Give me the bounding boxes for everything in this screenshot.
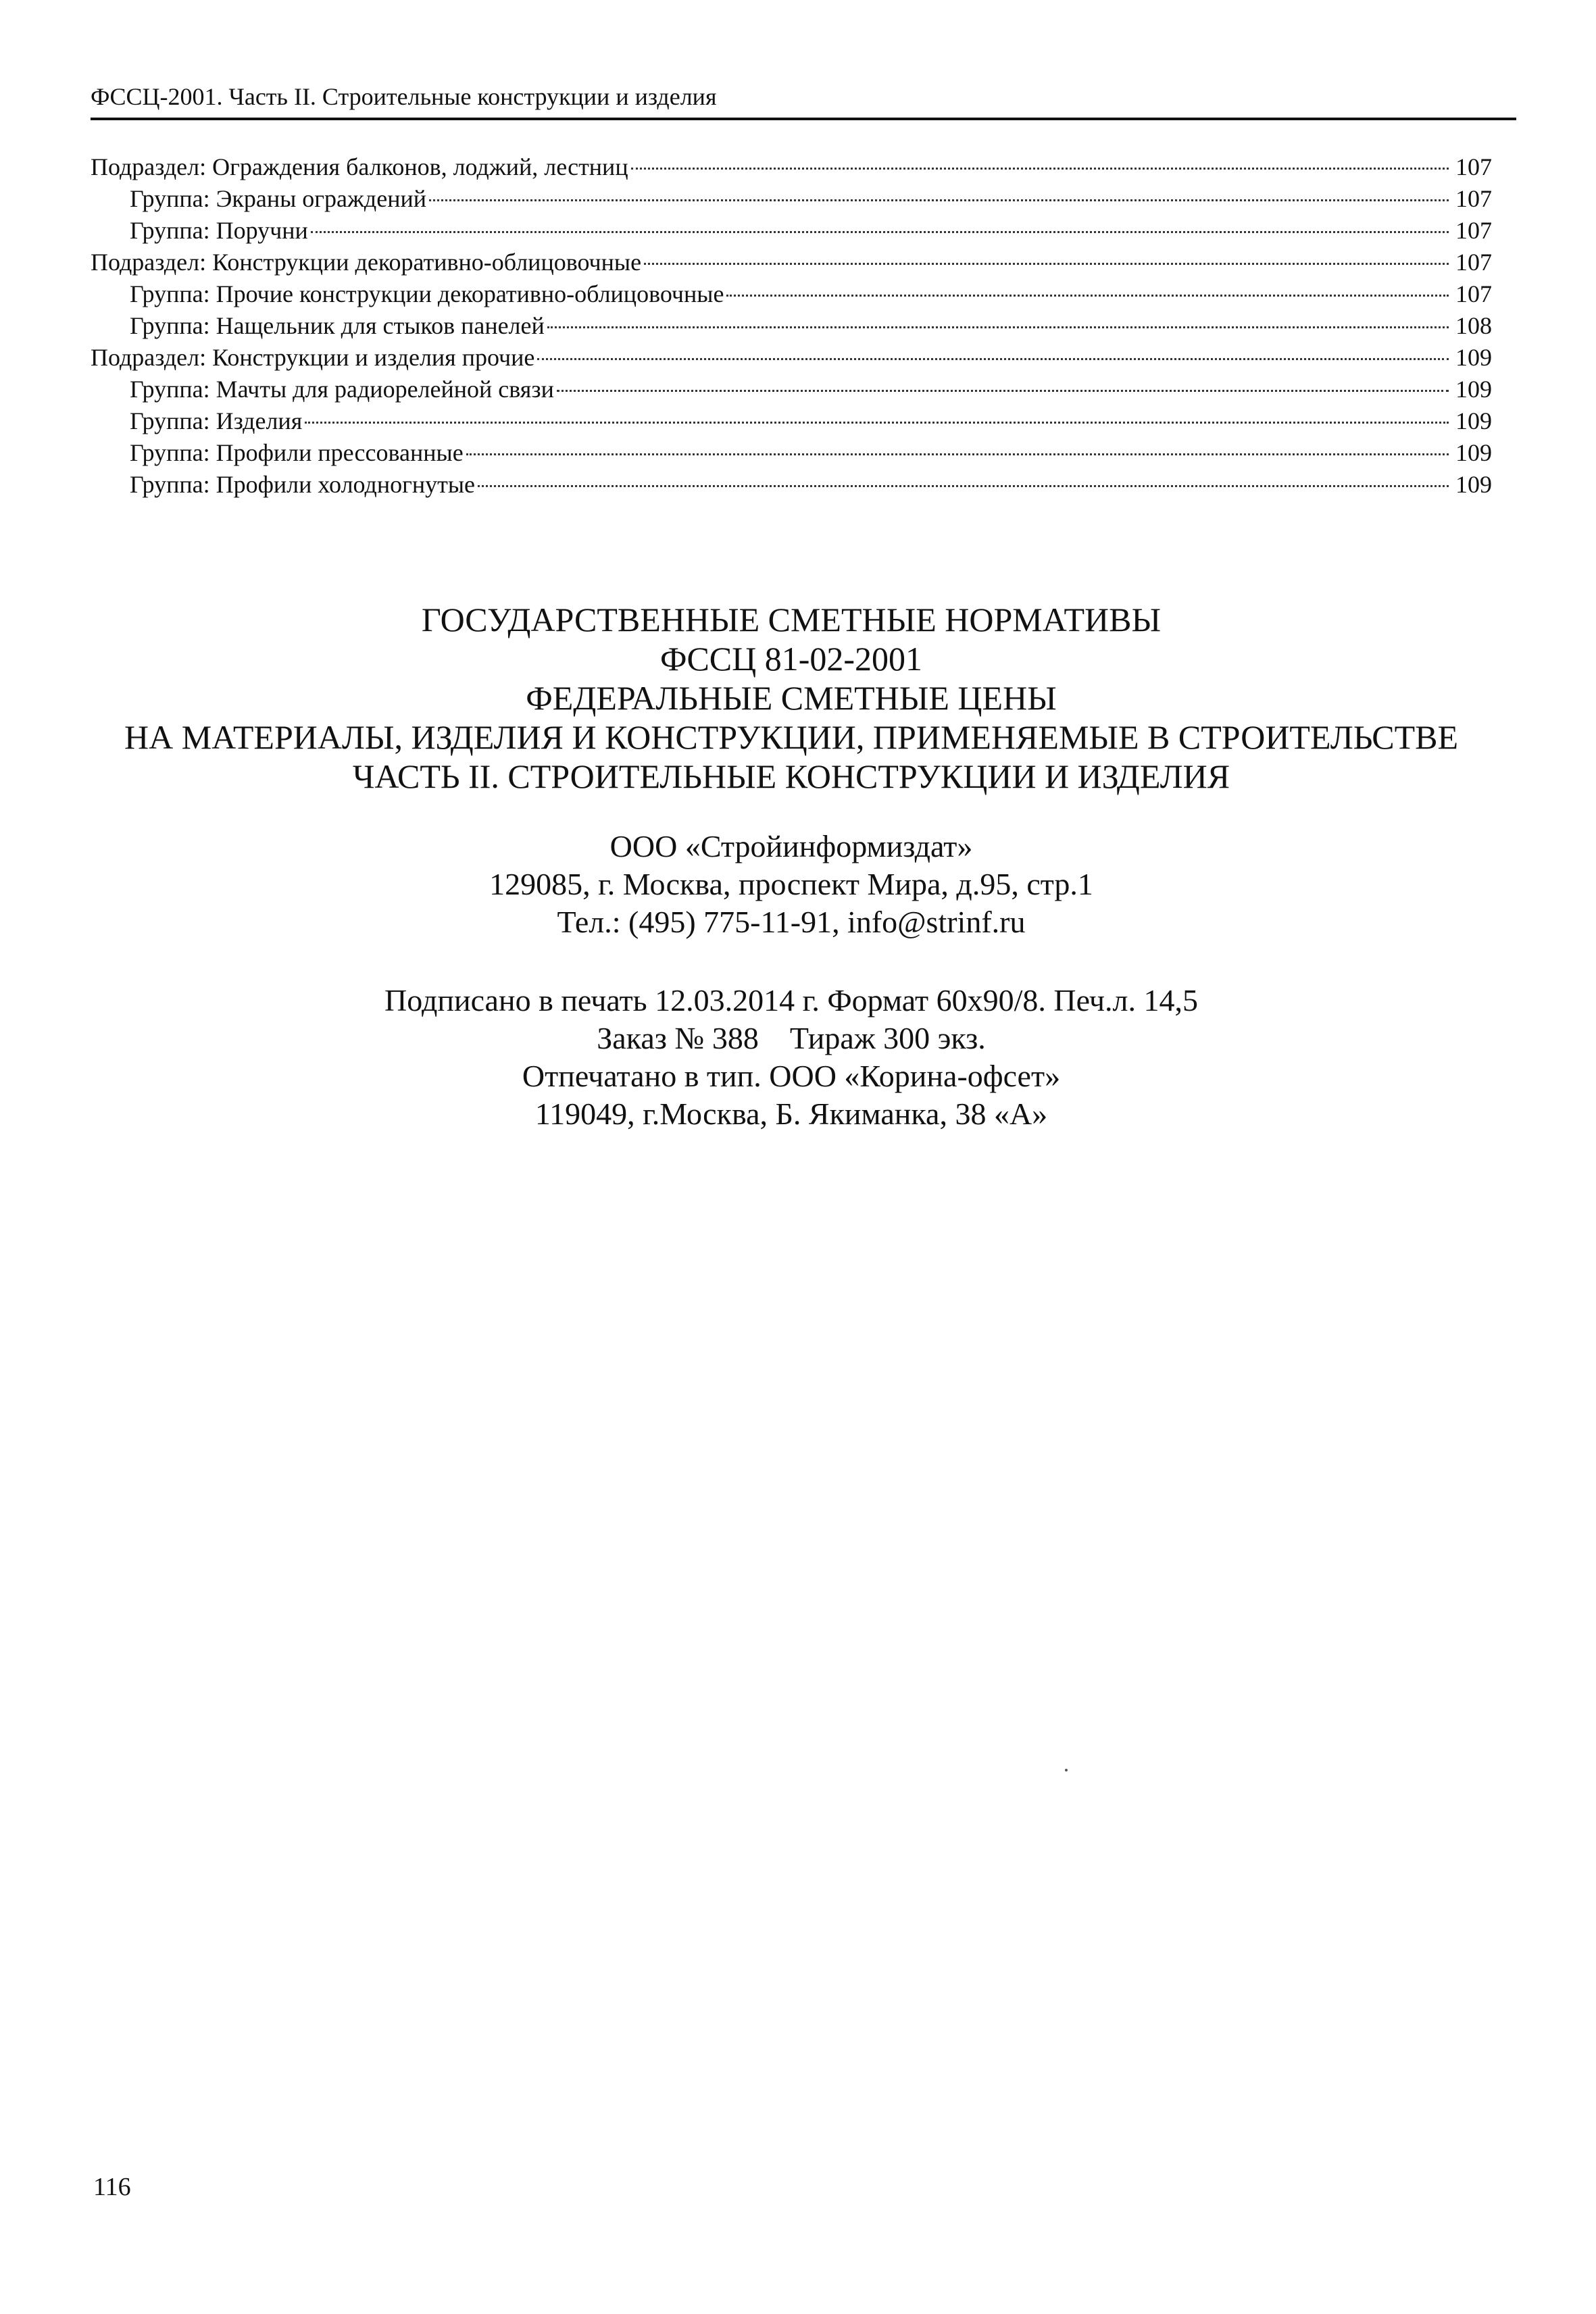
toc-entry-prefix: Подраздел: <box>91 153 207 180</box>
toc-entry-title: Профили прессованные <box>216 439 464 466</box>
toc-entry-prefix: Группа: <box>130 312 210 339</box>
toc-row <box>91 183 1492 215</box>
toc-dot-leader <box>726 295 1449 297</box>
toc-entry-title: Поручни <box>216 217 308 244</box>
toc-row <box>91 247 1492 278</box>
toc-dot-leader <box>305 422 1449 424</box>
toc-entry-page: 109 <box>1455 344 1492 371</box>
toc-dot-leader <box>644 263 1449 265</box>
toc-entry-prefix: Группа: <box>130 185 210 212</box>
toc-entry-label <box>130 183 426 215</box>
toc-entry-page: 109 <box>1455 407 1492 434</box>
toc-dot-leader <box>557 390 1449 392</box>
toc-entry-label <box>130 310 545 342</box>
title-line: ЧАСТЬ II. СТРОИТЕЛЬНЫЕ КОНСТРУКЦИИ И ИЗДЕЛИЯ <box>352 757 1230 795</box>
imprint-printed: Отпечатано в тип. ООО «Корина-офсет» <box>522 1059 1061 1093</box>
imprint-order: Заказ № 388 Тираж 300 экз. <box>597 1021 986 1055</box>
toc-dot-leader <box>537 358 1449 360</box>
toc-entry-prefix: Подраздел: <box>91 344 207 371</box>
title-line: НА МАТЕРИАЛЫ, ИЗДЕЛИЯ И КОНСТРУКЦИИ, ПРИМЕНЯЕМЫЕ В СТРОИТЕЛЬСТВЕ <box>124 718 1459 756</box>
toc-entry-prefix: Группа: <box>130 280 210 307</box>
page-number: 116 <box>93 2173 131 2201</box>
title-line: ГОСУДАРСТВЕННЫЕ СМЕТНЫЕ НОРМАТИВЫ <box>421 601 1162 638</box>
toc-entry-label <box>91 151 628 183</box>
running-header-title: ФССЦ-2001. Часть II. Строительные конструкции и изделия <box>91 83 717 110</box>
toc-entry-page: 109 <box>1455 439 1492 466</box>
toc-entry-title: Конструкции и изделия прочие <box>212 344 535 371</box>
toc-entry-page: 107 <box>1455 280 1492 307</box>
toc-entry-label <box>130 437 464 469</box>
toc-entry-label <box>130 215 308 247</box>
toc-entry-prefix: Группа: <box>130 376 210 403</box>
running-header <box>91 80 1516 120</box>
toc-entry-label <box>91 247 641 278</box>
toc-row <box>91 374 1492 405</box>
toc-entry-title: Мачты для радиорелейной связи <box>216 376 554 403</box>
toc-row <box>91 469 1492 501</box>
toc-entry-prefix: Группа: <box>130 407 210 434</box>
publisher-info <box>91 828 1492 941</box>
document-title-block <box>91 600 1492 796</box>
toc-dot-leader <box>547 326 1449 328</box>
toc-entry-label <box>130 405 302 437</box>
publisher-contacts: Тел.: (495) 775-11-91, info@strinf.ru <box>557 905 1026 939</box>
toc-dot-leader <box>466 453 1449 455</box>
toc-entry-page: 107 <box>1455 217 1492 244</box>
toc-row <box>91 215 1492 247</box>
scan-speck <box>1065 1769 1068 1771</box>
toc-entry-title: Ограждения балконов, лоджий, лестниц <box>212 153 628 180</box>
toc-entry-page: 109 <box>1455 376 1492 403</box>
imprint-signed: Подписано в печать 12.03.2014 г. Формат 60х90/8. Печ.л. 14,5 <box>384 983 1198 1017</box>
publisher-address: 129085, г. Москва, проспект Мира, д.95, стр.1 <box>489 867 1093 901</box>
table-of-contents <box>91 151 1492 501</box>
toc-entry-label <box>130 374 554 405</box>
toc-row <box>91 310 1492 342</box>
imprint-info <box>91 982 1492 1133</box>
toc-row <box>91 342 1492 374</box>
toc-entry-label <box>91 342 534 374</box>
toc-entry-page: 109 <box>1455 471 1492 498</box>
title-line: ФССЦ 81-02-2001 <box>659 640 923 678</box>
title-line: ФЕДЕРАЛЬНЫЕ СМЕТНЫЕ ЦЕНЫ <box>526 679 1057 717</box>
toc-dot-leader <box>631 168 1449 170</box>
toc-dot-leader <box>478 485 1449 487</box>
toc-entry-title: Профили холодногнутые <box>216 471 476 498</box>
toc-entry-label <box>130 278 724 310</box>
publisher-name: ООО «Стройинформиздат» <box>609 829 973 863</box>
toc-entry-page: 108 <box>1455 312 1492 339</box>
toc-entry-title: Экраны ограждений <box>216 185 426 212</box>
toc-entry-title: Изделия <box>216 407 303 434</box>
toc-entry-page: 107 <box>1455 185 1492 212</box>
toc-entry-page: 107 <box>1455 249 1492 276</box>
toc-row <box>91 437 1492 469</box>
toc-row <box>91 151 1492 183</box>
toc-entry-label <box>130 469 475 501</box>
toc-entry-page: 107 <box>1455 153 1492 180</box>
toc-entry-prefix: Группа: <box>130 471 210 498</box>
toc-entry-title: Прочие конструкции декоративно-облицовочные <box>216 280 724 307</box>
toc-dot-leader <box>429 199 1449 201</box>
toc-dot-leader <box>311 231 1449 233</box>
toc-entry-prefix: Группа: <box>130 439 210 466</box>
toc-entry-prefix: Подраздел: <box>91 249 207 276</box>
toc-row <box>91 278 1492 310</box>
toc-entry-title: Конструкции декоративно-облицовочные <box>212 249 642 276</box>
toc-entry-title: Нащельник для стыков панелей <box>216 312 545 339</box>
imprint-printer-address: 119049, г.Москва, Б. Якиманка, 38 «А» <box>534 1097 1048 1131</box>
toc-row <box>91 405 1492 437</box>
toc-entry-prefix: Группа: <box>130 217 210 244</box>
